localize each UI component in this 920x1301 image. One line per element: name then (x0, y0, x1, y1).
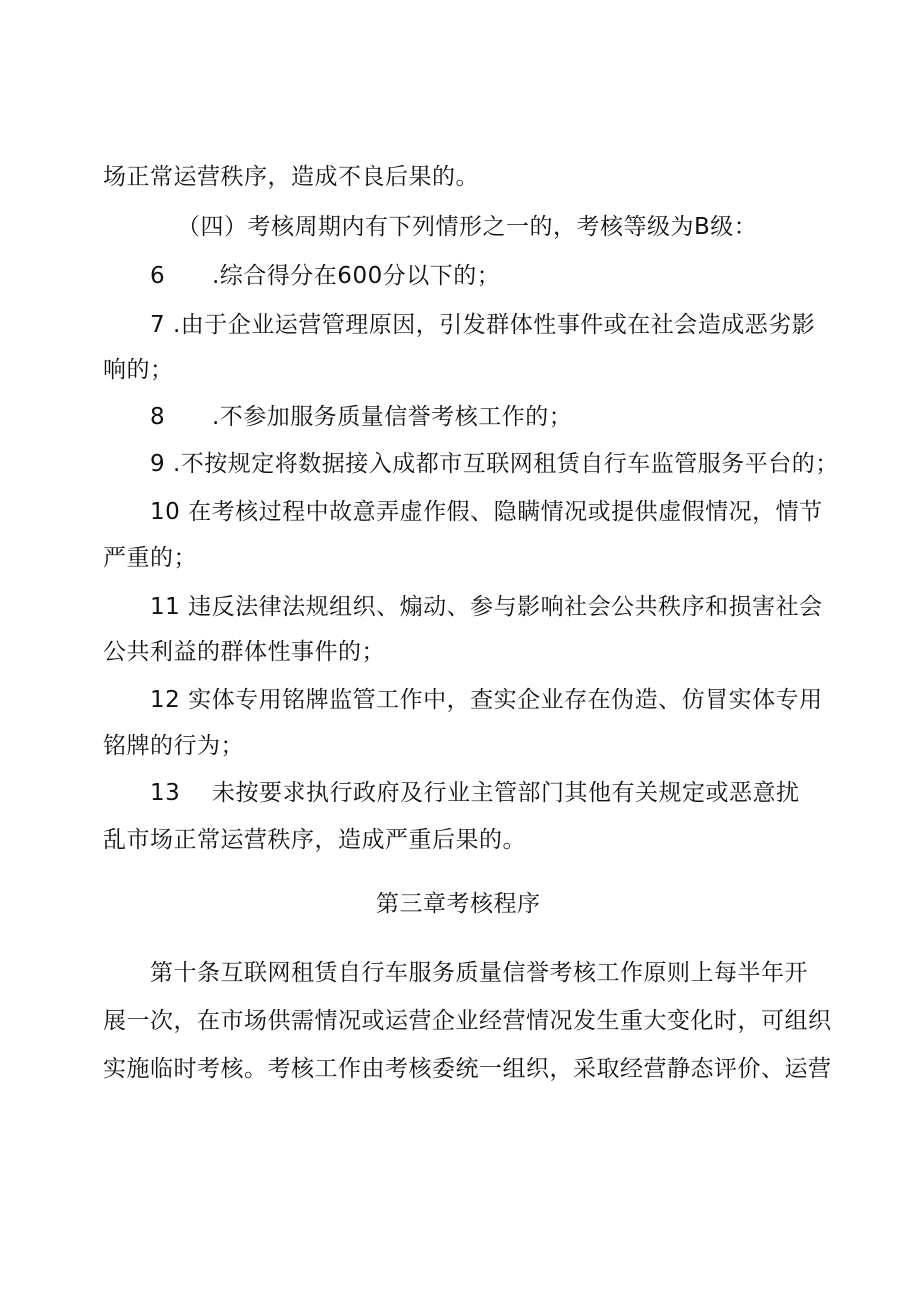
item-text: .综合得分在600分以下的； (212, 263, 501, 289)
chapter-heading: 第三章考核程序 (376, 891, 541, 917)
item-text: 未按要求执行政府及行业主管部门其他有关规定或恶意扰 (212, 780, 800, 806)
article-10-line-3: 实施临时考核。考核工作由考核委统一组织，采取经营静态评价、运营 (103, 1056, 832, 1082)
item-number: 6 (150, 263, 166, 289)
item-number: 8 (150, 404, 166, 430)
list-item-10: 10 在考核过程中故意弄虚作假、隐瞒情况或提供虚假情况，情节 (150, 499, 823, 525)
item-text: .不参加服务质量信誉考核工作的； (212, 404, 573, 430)
list-item-13-continuation: 乱市场正常运营秩序，造成严重后果的。 (103, 827, 526, 853)
list-item-12: 12 实体专用铭牌监管工作中，查实企业存在伪造、仿冒实体专用 (150, 687, 823, 713)
list-item-11-continuation: 公共利益的群体性事件的； (103, 639, 385, 665)
list-item-9: 9 .不按规定将数据接入成都市互联网租赁自行车监管服务平台的； (150, 451, 839, 477)
list-item-6 (150, 261, 500, 291)
item-number: 13 (150, 780, 181, 806)
list-item-11: 11 违反法律法规组织、煽动、参与影响社会公共秩序和损害社会 (150, 594, 823, 620)
section-heading-four: （四）考核周期内有下列情形之一的，考核等级为B级： (177, 214, 758, 240)
list-item-12-continuation: 铭牌的行为； (103, 733, 244, 759)
list-item-10-continuation: 严重的； (103, 545, 197, 571)
list-item-8 (150, 402, 572, 432)
article-10-line-1: 第十条互联网租赁自行车服务质量信誉考核工作原则上每半年开 (150, 960, 808, 986)
paragraph-line: 场正常运营秩序，造成不良后果的。 (103, 164, 479, 190)
list-item-7-continuation: 响的； (103, 357, 174, 383)
list-item-7: 7 .由于企业运营管理原因，引发群体性事件或在社会造成恶劣影 (150, 312, 816, 338)
list-item-13 (150, 778, 800, 808)
article-10-line-2: 展一次，在市场供需情况或运营企业经营情况发生重大变化时，可组织 (103, 1008, 832, 1034)
